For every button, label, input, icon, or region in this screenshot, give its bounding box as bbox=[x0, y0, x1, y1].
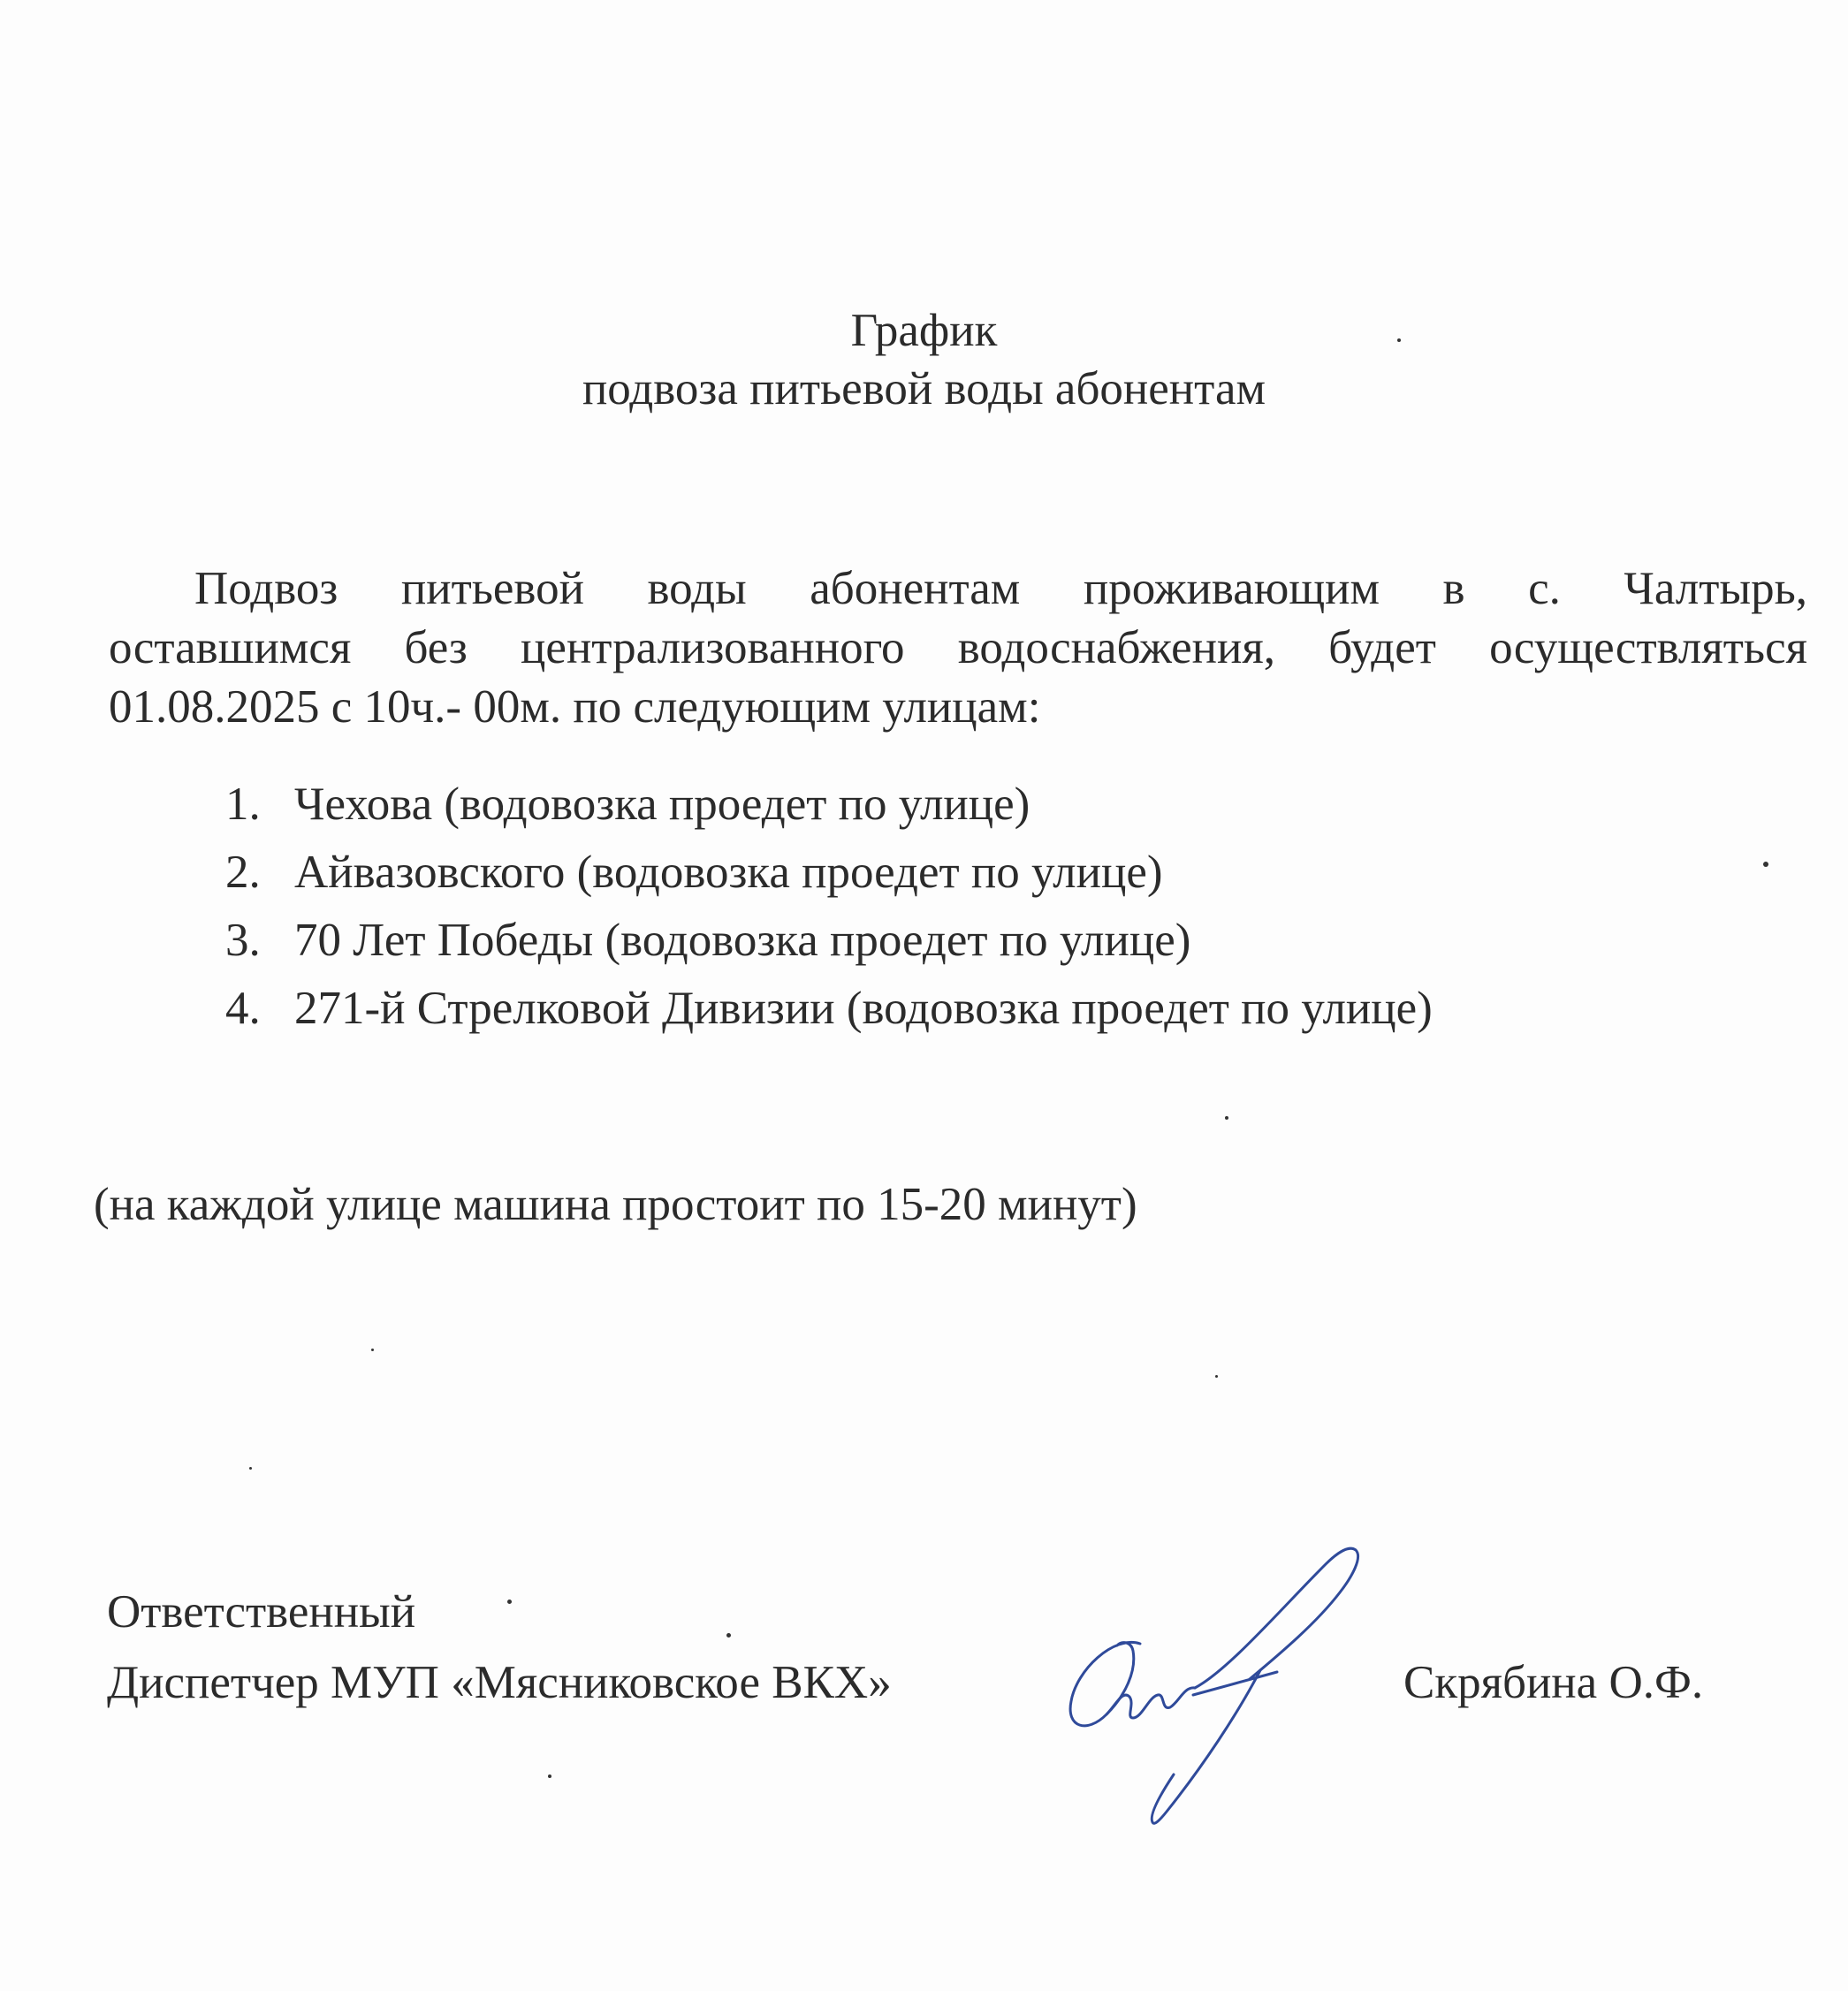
signatory-role-line-2: Диспетчер МУП «Мясниковское ВКХ» bbox=[107, 1657, 892, 1708]
document-subtitle: подвоза питьевой воды абонентам bbox=[582, 363, 1266, 414]
scan-speck bbox=[1225, 1116, 1228, 1120]
duration-note: (на каждой улице машина простоит по 15-20 минут) bbox=[94, 1179, 1137, 1230]
signatory-name: Скрябина О.Ф. bbox=[1403, 1657, 1704, 1708]
scan-speck bbox=[1397, 338, 1401, 342]
paragraph-line: 01.08.2025 с 10ч.- 00м. по следующим улицам: bbox=[109, 681, 1041, 733]
list-item bbox=[225, 839, 1433, 907]
paragraph-line: оставшимся без централизованного водоснабжения, будет осуществляться bbox=[109, 622, 1807, 673]
handwritten-signature bbox=[1061, 1538, 1379, 1829]
scan-speck bbox=[249, 1467, 252, 1470]
list-item bbox=[225, 771, 1433, 839]
list-item-text: Чехова (водовозка проедет по улице) bbox=[294, 779, 1030, 830]
scan-speck bbox=[548, 1774, 551, 1778]
scan-speck bbox=[371, 1349, 374, 1351]
scan-speck bbox=[1763, 862, 1768, 867]
list-item-number: 3. bbox=[225, 915, 261, 966]
scan-speck bbox=[507, 1600, 512, 1604]
streets-list bbox=[225, 771, 1433, 1043]
list-item-number: 1. bbox=[225, 779, 261, 830]
list-item bbox=[225, 907, 1433, 975]
document-title: График bbox=[850, 305, 998, 356]
list-item bbox=[225, 975, 1433, 1043]
scan-speck bbox=[726, 1633, 731, 1638]
list-item-number: 2. bbox=[225, 847, 261, 898]
list-item-text: Айвазовского (водовозка проедет по улице) bbox=[294, 847, 1163, 898]
list-item-text: 70 Лет Победы (водовозка проедет по улице) bbox=[294, 915, 1191, 966]
list-item-text: 271-й Стрелковой Дивизии (водовозка проедет по улице) bbox=[294, 983, 1433, 1034]
list-item-number: 4. bbox=[225, 983, 261, 1034]
signatory-role-line-1: Ответственный bbox=[107, 1586, 416, 1638]
scan-speck bbox=[1215, 1375, 1218, 1378]
paragraph-line: Подвоз питьевой воды абонентам проживающим в с. Чалтырь, bbox=[194, 563, 1807, 614]
main-paragraph bbox=[109, 559, 1807, 737]
